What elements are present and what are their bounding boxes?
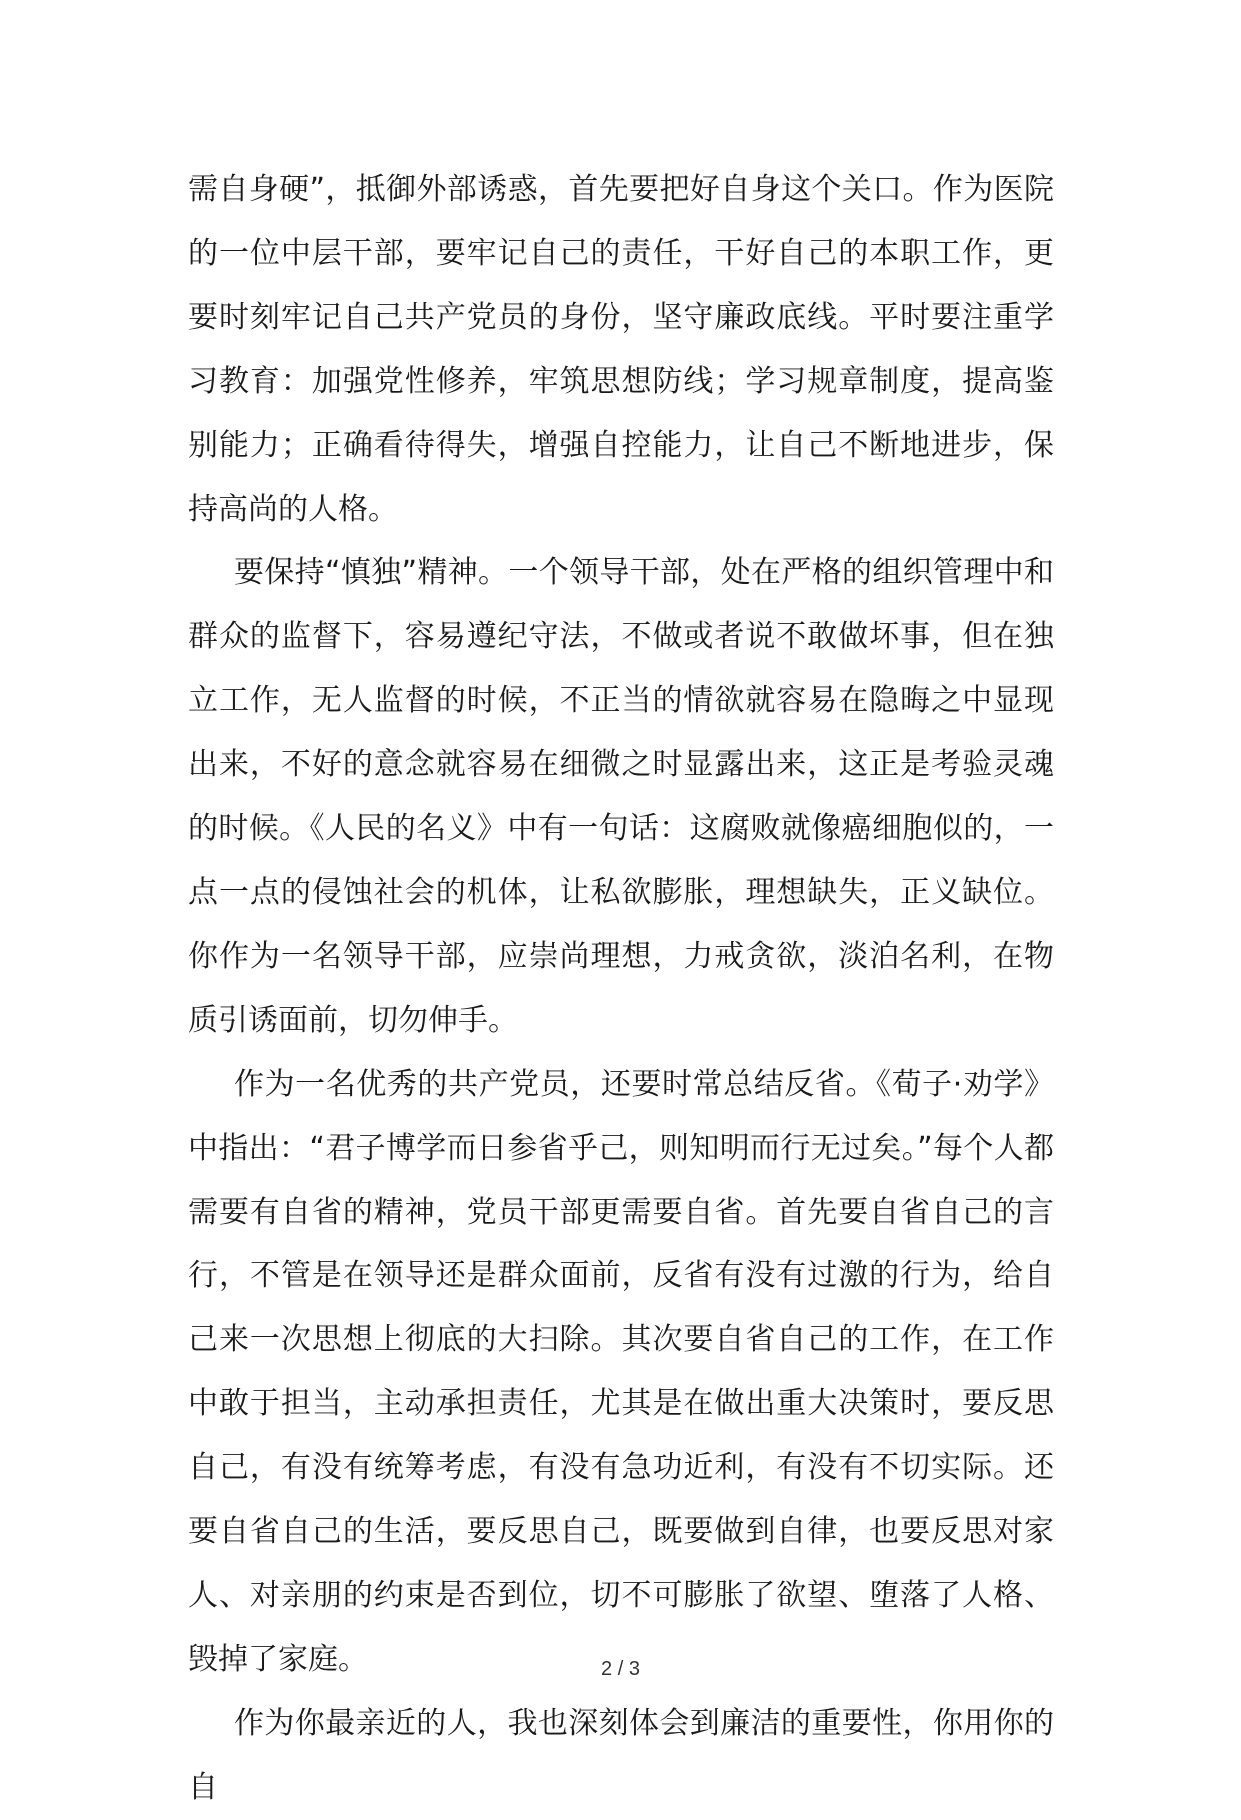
document-body <box>188 158 1054 1820</box>
paragraph-2: 要保持“慎独”精神。一个领导干部，处在严格的组织管理中和群众的监督下，容易遵纪守法，不做或者说不敢做坏事，但在独立工作，无人监督的时候，不正当的情欲就容易在隐晦之中显现出来，不好的意念就容易在细微之时显露出来，这正是考验灵魂的时候。《人民的名义》中有一句话：这腐败就像癌细胞似的，一点一点的侵蚀社会的机体，让私欲膨胀，理想缺失，正义缺位。你作为一名领导干部，应崇尚理想，力戒贪欲，淡泊名利，在物质引诱面前，切勿伸手。 <box>188 555 1054 1038</box>
paragraph-4: 作为你最亲近的人，我也深刻体会到廉洁的重要性，你用你的自 <box>188 1705 1054 1805</box>
paragraph-3: 作为一名优秀的共产党员，还要时常总结反省。《荀子·劝学》中指出：“君子博学而日参省乎己，则知明而行无过矣。”每个人都需要有自省的精神，党员干部更需要自省。首先要自省自己的言行，不管是在领导还是群众面前，反省有没有过激的行为，给自己来一次思想上彻底的大扫除。其次要自省自己的工作，在工作中敢于担当，主动承担责任，尤其是在做出重大决策时，要反思自己，有没有统筹考虑，有没有急功近利，有没有不切实际。还要自省自己的生活，要反思自己，既要做到自律，也要反思对家人、对亲朋的约束是否到位，切不可膨胀了欲望、堕落了人格、毁掉了家庭。 <box>188 1066 1054 1677</box>
paragraph-1: 需自身硬”，抵御外部诱惑，首先要把好自身这个关口。作为医院的一位中层干部，要牢记自己的责任，干好自己的本职工作，更要时刻牢记自己共产党员的身份，坚守廉政底线。平时要注重学习教育：加强党性修养，牢筑思想防线；学习规章制度，提高鉴别能力；正确看待得失，增强自控能力，让自己不断地进步，保持高尚的人格。 <box>188 172 1054 527</box>
page-number: 2 / 3 <box>601 1658 640 1680</box>
